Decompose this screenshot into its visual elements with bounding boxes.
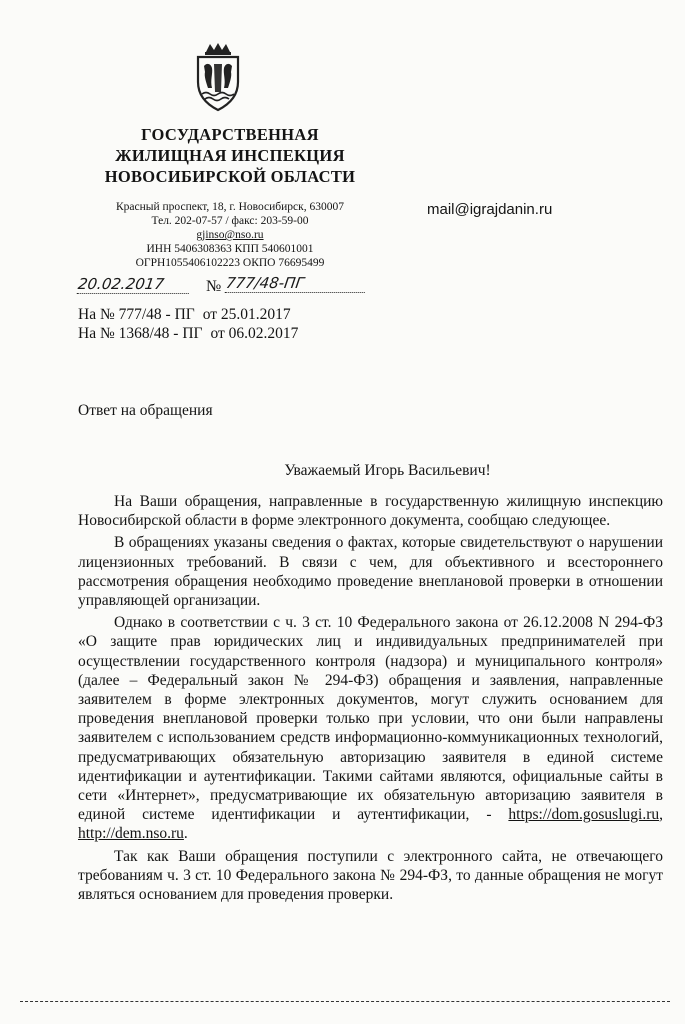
sender-inn-kpp: ИНН 5406308363 КПП 540601001	[146, 243, 314, 255]
paragraph-3-end: .	[183, 825, 188, 843]
reference-list	[78, 305, 298, 343]
reference-date: от 06.02.2017	[210, 325, 299, 342]
sender-phone: Тел. 202-07-57 / факс: 203-59-00	[151, 215, 309, 227]
registration-line	[76, 274, 368, 298]
bottom-divider	[20, 1001, 670, 1002]
org-name-line-1: ГОСУДАРСТВЕННАЯ	[141, 125, 319, 144]
link-dem-nso[interactable]: http://dem.nso.ru	[78, 825, 184, 843]
recipient-email: mail@igrajdanin.ru	[427, 201, 553, 218]
letter-subject: Ответ на обращения	[78, 402, 213, 419]
sender-ogrn-okpo: ОГРН1055406102223 ОКПО 76695499	[135, 257, 325, 269]
reference-row	[78, 305, 298, 324]
paragraph-1: На Ваши обращения, направленные в государственную жилищную инспекцию Новосибирской области в форме электронного документа, сообщаю следующее.	[78, 493, 663, 530]
paragraph-3	[78, 613, 663, 843]
link-separator: ,	[659, 806, 663, 824]
reference-date: от 25.01.2017	[202, 306, 291, 323]
number-sign: №	[206, 278, 222, 295]
reference-label: На № 1368/48 - ПГ	[78, 325, 203, 342]
handwritten-number: 777/48-ПГ	[225, 274, 368, 293]
coat-of-arms-icon	[190, 42, 246, 112]
org-name-line-2: ЖИЛИЩНАЯ ИНСПЕКЦИЯ	[115, 146, 345, 165]
reference-row	[78, 324, 298, 343]
reference-label: На № 777/48 - ПГ	[78, 306, 195, 323]
letter-body	[78, 492, 663, 907]
link-dom-gosuslugi[interactable]: https://dom.gosuslugi.ru	[508, 806, 660, 824]
paragraph-3-text: Однако в соответствии с ч. 3 ст. 10 Федерального закона от 26.12.2008 N 294-ФЗ «О защите прав юридических лиц и индивидуальных предпринимателей при осуществлении государственного контроля (надзора) и муниципального контроля» (далее – Федеральный закон № 294-ФЗ) обращения и заявления, направленные заявителем в форме электронных документов, могут служить основанием для проведения внеплановой проверки только при условии, что они были направлены заявителем с использованием средств информационно-коммуникационных технологий, предусматривающих обязательную авторизацию заявителя в единой системе идентификации и аутентификации. Такими сайтами являются, официальные сайты в сети «Интернет», предусматривающие их обязательную авторизацию заявителя в единой системе идентификации и аутентификации, -	[78, 614, 663, 824]
sender-address: Красный проспект, 18, г. Новосибирск, 630007	[115, 201, 344, 213]
sender-email[interactable]: gjinso@nso.ru	[196, 229, 264, 241]
handwritten-date: 20.02.2017	[77, 275, 192, 294]
salutation: Уважаемый Игорь Васильевич!	[284, 462, 491, 479]
sender-contacts	[80, 200, 380, 270]
org-name-line-3: НОВОСИБИРСКОЙ ОБЛАСТИ	[104, 167, 356, 186]
paragraph-4: Так как Ваши обращения поступили с электронного сайта, не отвечающего требованиям ч. 3 ст. 10 Федерального закона № 294-ФЗ, то данные обращения не могут являться основанием для проведения проверки.	[78, 847, 663, 904]
sender-org-name	[80, 124, 380, 187]
paragraph-2: В обращениях указаны сведения о фактах, которые свидетельствуют о нарушении лицензионных требований. В связи с чем, для объективного и всестороннего рассмотрения обращения необходимо проведение внеплановой проверки в отношении управляющей организации.	[78, 534, 663, 610]
